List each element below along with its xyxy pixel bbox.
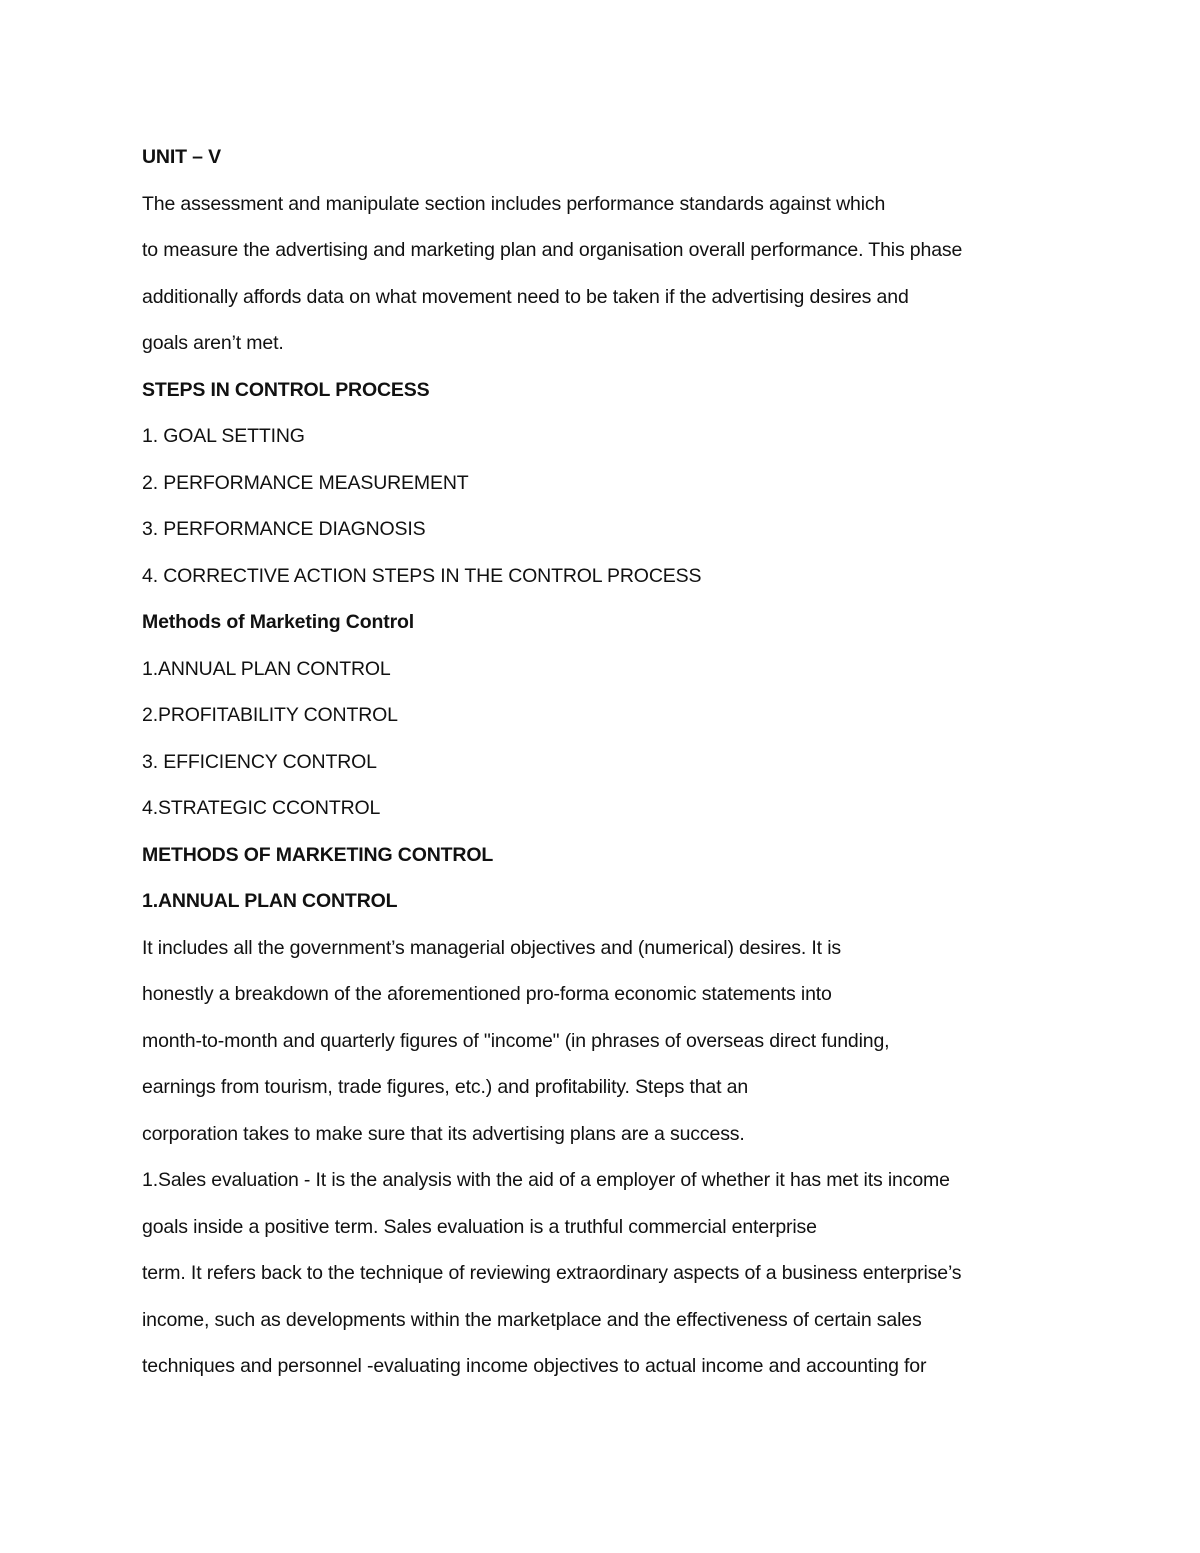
paragraph-line: month-to-month and quarterly figures of "income" (in phrases of overseas direct funding, (142, 1029, 890, 1052)
paragraph-line: corporation takes to make sure that its advertising plans are a success. (142, 1122, 745, 1145)
paragraph-line: goals inside a positive term. Sales evaluation is a truthful commercial enterprise (142, 1215, 817, 1238)
list-item: 3. EFFICIENCY CONTROL (142, 750, 377, 773)
paragraph-line: to measure the advertising and marketing plan and organisation overall performance. This phase (142, 239, 963, 261)
list-item: 1. GOAL SETTING (142, 425, 305, 447)
paragraph-line: goals aren’t met. (142, 332, 284, 354)
paragraph-line: It includes all the government’s managerial objectives and (numerical) desires. It is (142, 936, 841, 959)
list-item: 1.ANNUAL PLAN CONTROL (142, 657, 391, 680)
list-item: 4.STRATEGIC CCONTROL (142, 797, 381, 819)
list-item: 2.PROFITABILITY CONTROL (142, 704, 398, 726)
paragraph-line: term. It refers back to the technique of reviewing extraordinary aspects of a business enterprise’s (142, 1262, 962, 1284)
list-item: 4. CORRECTIVE ACTION STEPS IN THE CONTROL PROCESS (142, 564, 702, 587)
paragraph-line: 1.Sales evaluation - It is the analysis with the aid of a employer of whether it has met its income (142, 1169, 950, 1191)
paragraph-line: additionally affords data on what movement need to be taken if the advertising desires and (142, 285, 909, 308)
paragraph-line: income, such as developments within the marketplace and the effectiveness of certain sales (142, 1308, 922, 1331)
methods-heading: Methods of Marketing Control (142, 611, 415, 633)
document-body (142, 140, 1102, 1396)
paragraph-line: earnings from tourism, trade figures, etc.) and profitability. Steps that an (142, 1076, 749, 1098)
paragraph-line: The assessment and manipulate section includes performance standards against which (142, 192, 886, 215)
list-item: 3. PERFORMANCE DIAGNOSIS (142, 518, 426, 540)
paragraph-line: techniques and personnel -evaluating income objectives to actual income and accounting for (142, 1355, 927, 1377)
list-item: 2. PERFORMANCE MEASUREMENT (142, 471, 469, 494)
paragraph-line: honestly a breakdown of the aforementioned pro-forma economic statements into (142, 983, 832, 1005)
steps-heading: STEPS IN CONTROL PROCESS (142, 378, 430, 401)
unit-heading: UNIT – V (142, 146, 221, 168)
annual-plan-heading: 1.ANNUAL PLAN CONTROL (142, 890, 398, 912)
methods-uppercase-heading: METHODS OF MARKETING CONTROL (142, 843, 494, 866)
